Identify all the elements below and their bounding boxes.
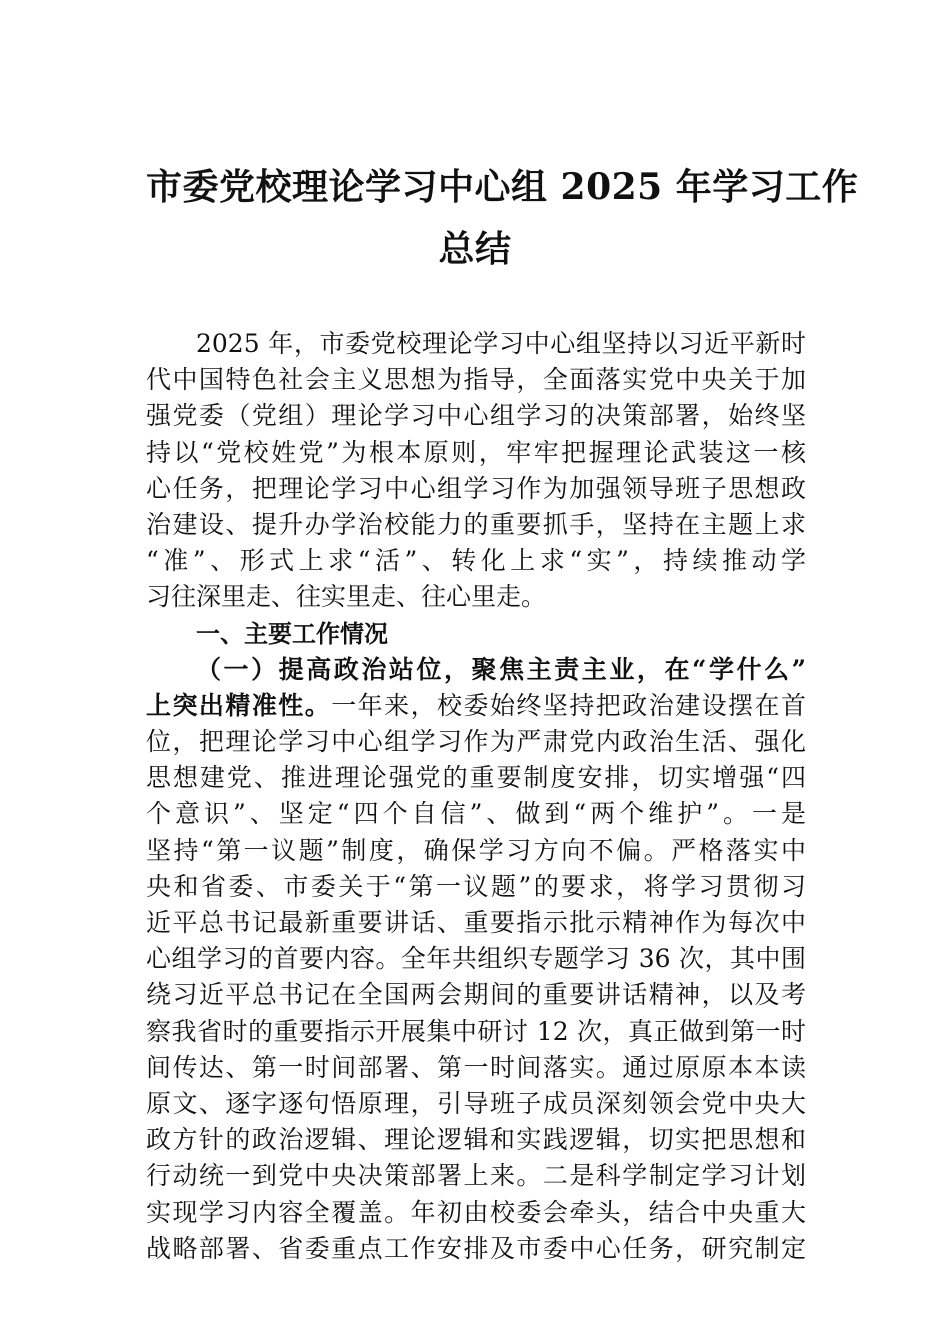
paragraph-line: 持以“党校姓党”为根本原则，牢牢把握理论武装这一核: [146, 437, 806, 467]
paragraph-line: 习往深里走、往实里走、往心里走。: [146, 582, 547, 612]
section-heading: 一、主要工作情况: [196, 619, 388, 648]
paragraph-line: 心组学习的首要内容。全年共组织专题学习 36 次，其中围: [146, 944, 806, 974]
paragraph-line: 实现学习内容全覆盖。年初由校委会牵头，结合中央重大: [146, 1197, 806, 1227]
paragraph-line: 战略部署、省委重点工作安排及市委中心任务，研究制定: [146, 1233, 806, 1263]
title-line-2: 总结: [438, 228, 512, 270]
document-title: [146, 156, 859, 280]
paragraph-line: 近平总书记最新重要讲话、重要指示批示精神作为每次中: [146, 908, 806, 937]
paragraph-line: 央和省委、市委关于“第一议题”的要求，将学习贯彻习: [146, 871, 806, 901]
paragraph-line: 治建设、提升办学治校能力的重要抓手，坚持在主题上求: [146, 509, 806, 539]
paragraph-line: 心任务，把理论学习中心组学习作为加强领导班子思想政: [146, 473, 806, 503]
paragraph-line: 思想建党、推进理论强党的重要制度安排，切实增强“四: [146, 763, 806, 793]
intro-paragraph: [146, 326, 806, 616]
paragraph-line: 绕习近平总书记在全国两会期间的重要讲话精神，以及考: [146, 980, 806, 1010]
paragraph-line: 位，把理论学习中心组学习作为严肃党内政治生活、强化: [146, 727, 806, 757]
paragraph-line: 间传达、第一时间部署、第一时间落实。通过原原本本读: [146, 1052, 806, 1082]
paragraph-line: 察我省时的重要指示开展集中研讨 12 次，真正做到第一时: [146, 1016, 806, 1046]
paragraph-line: 代中国特色社会主义思想为指导，全面落实党中央关于加: [146, 365, 806, 395]
document-body: [146, 326, 806, 1267]
subsection-heading-tail: 上突出精准性。: [146, 690, 332, 720]
paragraph-line: “准”、形式上求“活”、转化上求“实”，持续推动学: [146, 546, 806, 576]
paragraph-line: 2025 年，市委党校理论学习中心组坚持以习近平新时: [196, 329, 806, 358]
paragraph-line: 行动统一到党中央决策部署上来。二是科学制定学习计划: [146, 1161, 806, 1191]
paragraph-line: 原文、逐字逐句悟原理，引导班子成员深刻领会党中央大: [146, 1088, 806, 1118]
paragraph-line: 强党委（党组）理论学习中心组学习的决策部署，始终坚: [146, 401, 806, 431]
paragraph-line: 个意识”、坚定“四个自信”、做到“两个维护”。一是: [146, 799, 806, 829]
paragraph-line: [146, 688, 806, 724]
paragraph-line: 坚持“第一议题”制度，确保学习方向不偏。严格落实中: [146, 835, 806, 865]
title-line-1: 市委党校理论学习中心组 2025 年学习工作: [146, 166, 859, 208]
paragraph-text: 一年来，校委始终坚持把政治建设摆在首: [331, 690, 806, 720]
paragraph-line: 政方针的政治逻辑、理论逻辑和实践逻辑，切实把思想和: [146, 1125, 806, 1155]
subsection-paragraph: [146, 652, 806, 1267]
subsection-heading-line: （一）提高政治站位，聚焦主责主业，在“学什么”: [196, 654, 806, 684]
